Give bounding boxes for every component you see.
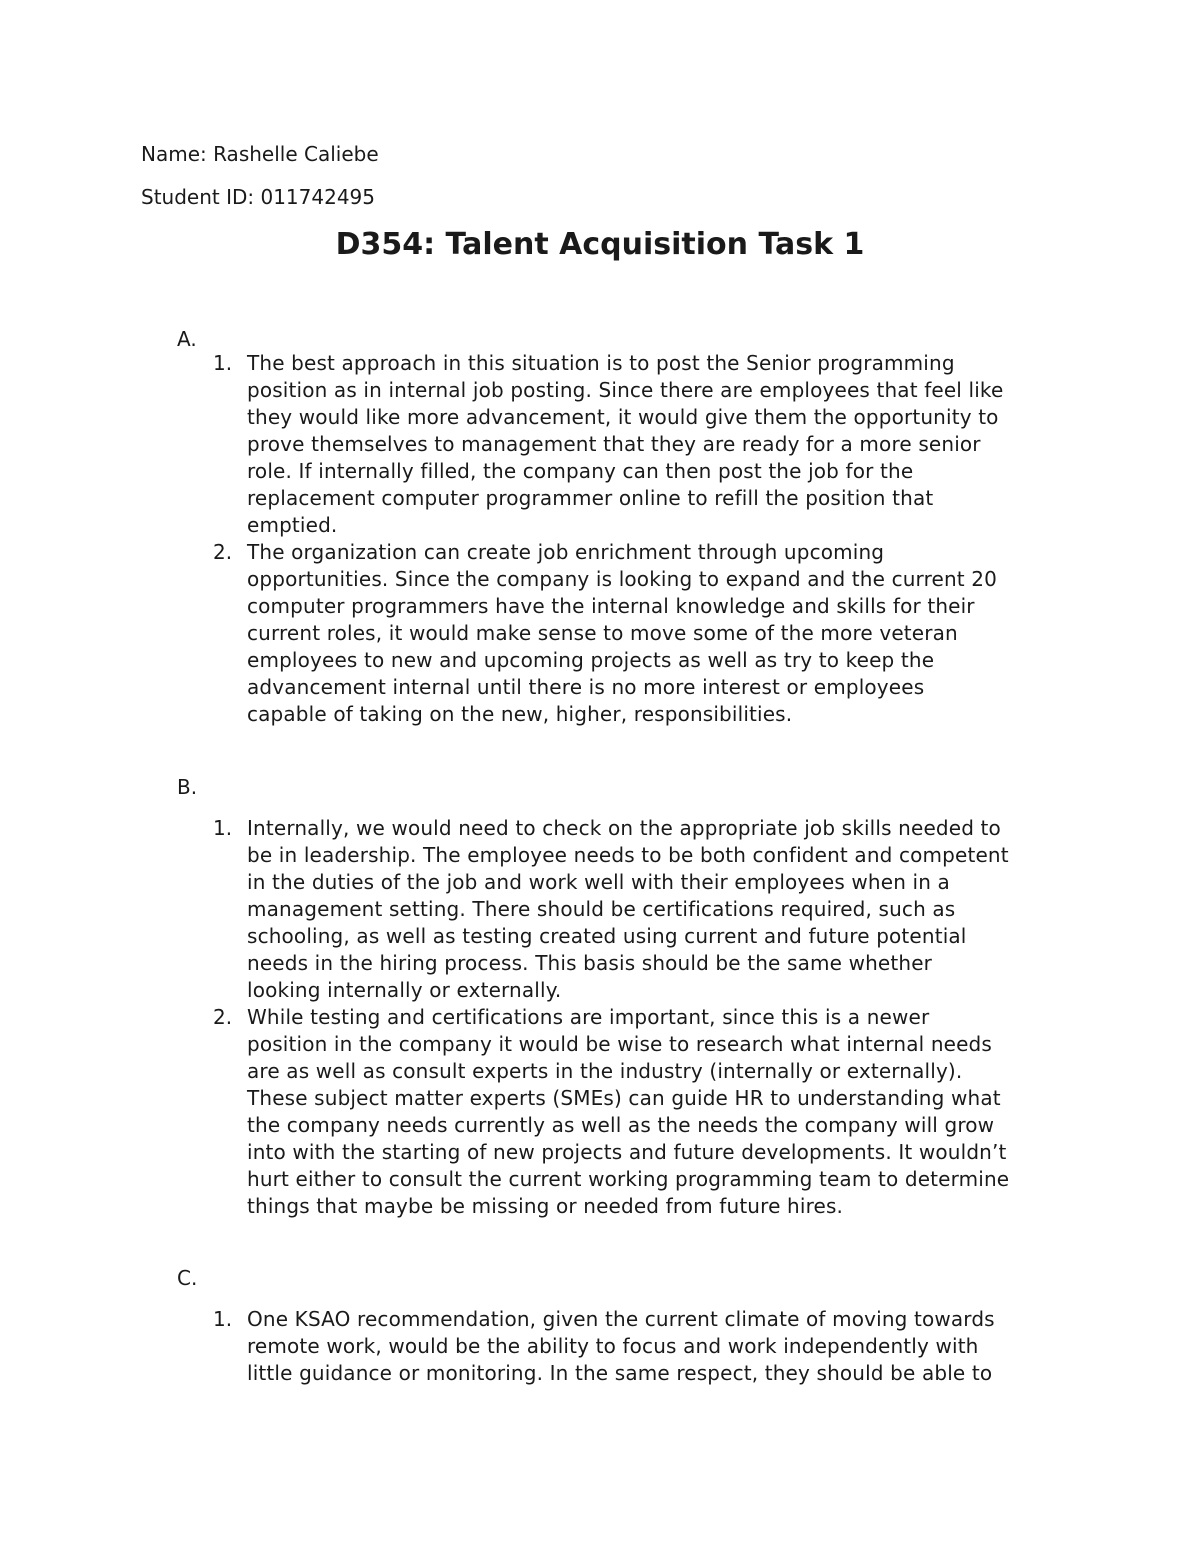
text-line: capable of taking on the new, higher, responsibilities.: [247, 702, 793, 726]
text-line: replacement computer programmer online to refill the position that: [247, 486, 934, 510]
document-title: D354: Talent Acquisition Task 1: [335, 227, 865, 262]
section-a-label: A.: [177, 327, 197, 351]
text-line: computer programmers have the internal knowledge and skills for their: [247, 594, 975, 618]
text-line: hurt either to consult the current working programming team to determine: [247, 1167, 1010, 1191]
text-line: into with the starting of new projects and future developments. It wouldn’t: [247, 1140, 1007, 1164]
list-item-text: [247, 1004, 1113, 1220]
text-line: are as well as consult experts in the industry (internally or externally).: [247, 1059, 963, 1083]
text-line: little guidance or monitoring. In the same respect, they should be able to: [247, 1361, 993, 1385]
section-a-item-2: [213, 539, 1113, 728]
section-b-label: B.: [177, 775, 198, 799]
text-line: remote work, would be the ability to focus and work independently with: [247, 1334, 979, 1358]
text-line: things that maybe be missing or needed from future hires.: [247, 1194, 844, 1218]
text-line: role. If internally filled, the company can then post the job for the: [247, 459, 914, 483]
list-number: 2.: [213, 540, 233, 564]
text-line: The organization can create job enrichment through upcoming: [247, 540, 885, 564]
list-item-text: [247, 350, 1113, 539]
text-line: The best approach in this situation is to post the Senior programming: [247, 351, 955, 375]
text-line: needs in the hiring process. This basis should be the same whether: [247, 951, 933, 975]
text-line: the company needs currently as well as the needs the company will grow: [247, 1113, 995, 1137]
text-line: While testing and certifications are important, since this is a newer: [247, 1005, 930, 1029]
text-line: prove themselves to management that they are ready for a more senior: [247, 432, 981, 456]
student-id: Student ID: 011742495: [141, 185, 376, 209]
list-number: 1.: [213, 816, 233, 840]
text-line: opportunities. Since the company is looking to expand and the current 20: [247, 567, 998, 591]
section-b-item-2: [213, 1004, 1113, 1220]
list-item-text: [247, 539, 1113, 728]
text-line: they would like more advancement, it would give them the opportunity to: [247, 405, 999, 429]
text-line: advancement internal until there is no more interest or employees: [247, 675, 925, 699]
list-number: 1.: [213, 351, 233, 375]
text-line: schooling, as well as testing created using current and future potential: [247, 924, 967, 948]
text-line: employees to new and upcoming projects as well as try to keep the: [247, 648, 935, 672]
list-number: 2.: [213, 1005, 233, 1029]
text-line: be in leadership. The employee needs to be both confident and competent: [247, 843, 1009, 867]
text-line: current roles, it would make sense to move some of the more veteran: [247, 621, 958, 645]
text-line: looking internally or externally.: [247, 978, 562, 1002]
section-c-item-1: [213, 1306, 1113, 1387]
section-a-item-1: [213, 350, 1113, 539]
section-b-item-1: [213, 815, 1113, 1004]
list-number: 1.: [213, 1307, 233, 1331]
text-line: management setting. There should be certifications required, such as: [247, 897, 956, 921]
text-line: position in the company it would be wise to research what internal needs: [247, 1032, 992, 1056]
text-line: emptied.: [247, 513, 338, 537]
text-line: in the duties of the job and work well with their employees when in a: [247, 870, 950, 894]
section-c-label: C.: [177, 1266, 198, 1290]
list-item-text: [247, 815, 1113, 1004]
student-name: Name: Rashelle Caliebe: [141, 142, 379, 166]
text-line: These subject matter experts (SMEs) can guide HR to understanding what: [247, 1086, 1001, 1110]
text-line: Internally, we would need to check on the appropriate job skills needed to: [247, 816, 1001, 840]
list-item-text: [247, 1306, 1113, 1387]
text-line: position as in internal job posting. Since there are employees that feel like: [247, 378, 1004, 402]
text-line: One KSAO recommendation, given the current climate of moving towards: [247, 1307, 995, 1331]
